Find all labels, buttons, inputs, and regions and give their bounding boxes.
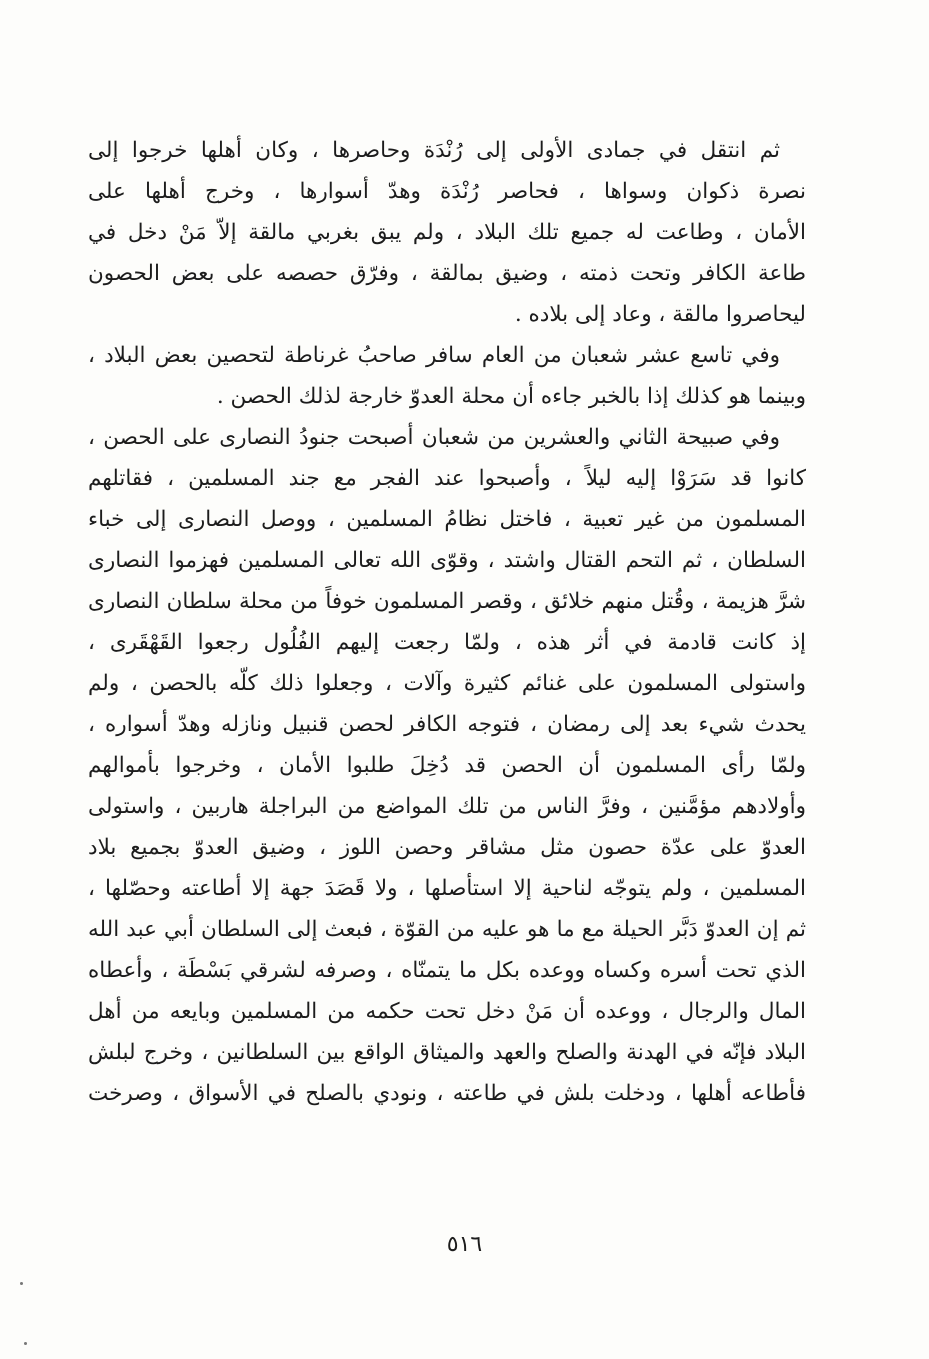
body-text <box>88 130 806 1114</box>
text-line: الذي تحت أسره وكساه ووعده بكل ما يتمنّاه ، وصرفه لشرقي بَسْطَة ، وأعطاه <box>88 958 806 983</box>
text-line: ثم إن العدوّ دَبَّر الحيلة مع ما هو عليه من القوّة ، فبعث إلى السلطان أبي عبد الله <box>88 917 806 942</box>
text-line: المسلمون من غير تعبية ، فاختل نظامُ المسلمين ، ووصل النصارى إلى خباء <box>88 507 806 532</box>
text-line: شرَّ هزيمة ، وقُتل منهم خلائق ، وقصر المسلمون خوفاً من محلة سلطان النصارى <box>88 589 806 614</box>
scan-speck <box>20 1282 23 1285</box>
text-line: ولمّا رأى المسلمون أن الحصن قد دُخِلَ طلبوا الأمان ، وخرجوا بأموالهم <box>88 753 806 778</box>
text-line: ثم انتقل في جمادى الأولى إلى رُنْدَة وحاصرها ، وكان أهلها خرجوا إلى <box>88 138 780 163</box>
text-line: إذ كانت قادمة في أثر هذه ، ولمّا رجعت إليهم الفُلُول رجعوا القَهْقَرى ، <box>88 630 806 655</box>
text-line: ليحاصروا مالقة ، وعاد إلى بلاده . <box>514 302 806 327</box>
text-line: فأطاعه أهلها ، ودخلت بلش في طاعته ، ونودي بالصلح في الأسواق ، وصرخت <box>88 1081 806 1106</box>
text-line: المسلمين ، ولم يتوجّه لناحية إلا استأصلها ، ولا قَصَدَ جهة إلا أطاعته وحصّلها ، <box>88 876 806 901</box>
text-line: نصرة ذكوان وسواها ، فحاصر رُنْدَة وهدّ أسوارها ، وخرج أهلها على <box>88 179 806 204</box>
text-line: كانوا قد سَرَوْا إليه ليلاً ، وأصبحوا عند الفجر مع جند المسلمين ، فقاتلهم <box>88 466 806 491</box>
text-line: وفي تاسع عشر شعبان من العام سافر صاحبُ غرناطة لتحصين بعض البلاد ، <box>88 343 780 368</box>
text-line: يحدث شيء بعد إلى رمضان ، فتوجه الكافر لحصن قنبيل ونازله وهدّ أسواره ، <box>88 712 806 737</box>
text-line: السلطان ، ثم التحم القتال واشتد ، وقوّى الله تعالى المسلمين فهزموا النصارى <box>88 548 806 573</box>
text-line: الأمان ، وطاعت له جميع تلك البلاد ، ولم يبق بغربي مالقة إلاّ مَنْ دخل في <box>88 220 806 245</box>
text-line: وفي صبيحة الثاني والعشرين من شعبان أصبحت جنودُ النصارى على الحصن ، <box>88 425 780 450</box>
page-number: ٥١٦ <box>446 1232 483 1257</box>
text-line: واستولى المسلمون على غنائم كثيرة وآلات ، وجعلوا ذلك كلّه بالحصن ، ولم <box>88 671 806 696</box>
text-line: وأولادهم مؤمَّنين ، وفرَّ الناس من تلك المواضع من البراجلة هاربين ، واستولى <box>88 794 806 819</box>
text-line: العدوّ على عدّة حصون مثل مشاقر وحصن اللوز ، وضيق العدوّ بجميع بلاد <box>88 835 806 860</box>
scan-speck <box>24 1342 27 1345</box>
text-line: طاعة الكافر وتحت ذمته ، وضيق بمالقة ، وفرّق حصصه على بعض الحصون <box>88 261 806 286</box>
text-line: البلاد فإنّه في الهدنة والصلح والعهد والميثاق الواقع بين السلطانين ، وخرج لبلش <box>88 1040 806 1065</box>
text-line: وبينما هو كذلك إذا بالخبر جاءه أن محلة العدوّ خارجة لذلك الحصن . <box>216 384 806 409</box>
text-line: المال والرجال ، ووعده أن مَنْ دخل تحت حكمه من المسلمين وبايعه من أهل <box>88 999 806 1024</box>
